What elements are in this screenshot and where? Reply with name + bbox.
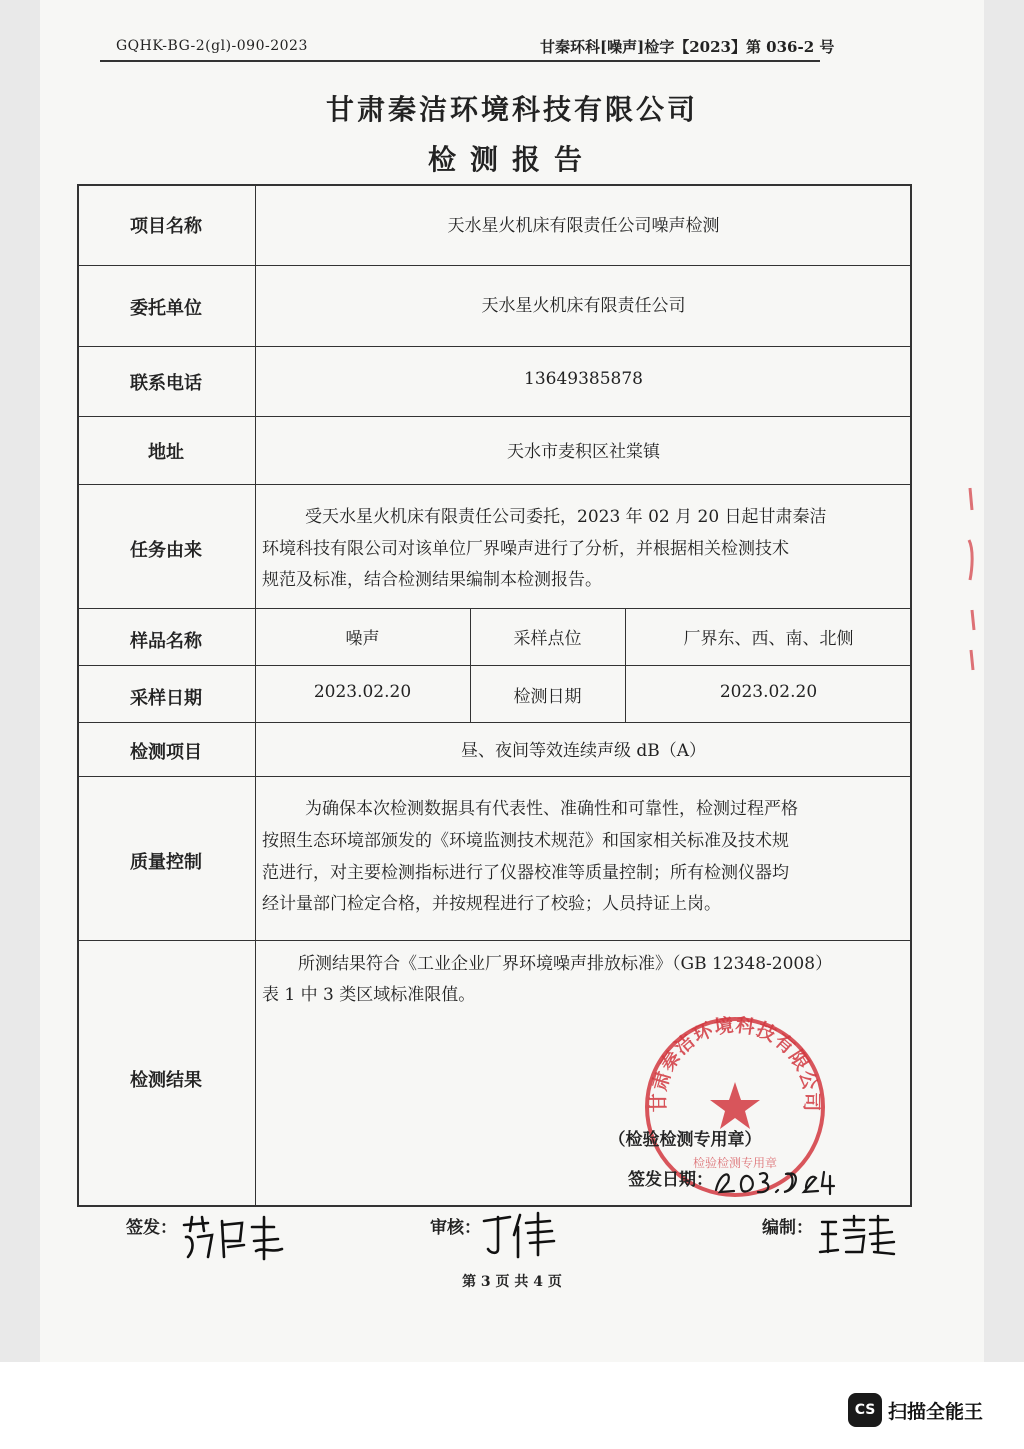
document-code: GQHK-BG-2(gl)-090-2023: [116, 38, 308, 54]
table-row-divider: [77, 484, 912, 485]
editor-signature: [818, 1212, 898, 1258]
task-origin-line: 环境科技有限公司对该单位厂界噪声进行了分析，并根据相关检测技术: [262, 539, 789, 559]
table-row-divider: [77, 346, 912, 347]
quality-control-line: 为确保本次检测数据具有代表性、准确性和可靠性，检测过程严格: [305, 799, 798, 819]
issuer-label: 签发：: [126, 1218, 177, 1238]
issue-date-handwriting: [712, 1160, 842, 1200]
test-result-line: 所测结果符合《工业企业厂界环境噪声排放标准》（GB 12348-2008）: [298, 954, 833, 974]
test-result-label: 检测结果: [130, 1070, 202, 1091]
client-label: 委托单位: [130, 298, 202, 319]
page-number: 第 3 页 共 4 页: [462, 1274, 562, 1290]
task-origin-label: 任务由来: [130, 540, 202, 561]
camscanner-icon: CS: [848, 1393, 882, 1427]
test-date-value: 2023.02.20: [719, 682, 818, 702]
task-origin-line: 受天水星火机床有限责任公司委托，2023 年 02 月 20 日起甘肃秦洁: [305, 507, 827, 527]
address-value: 天水市麦积区社棠镇: [507, 442, 660, 462]
task-origin-line: 规范及标准，结合检测结果编制本检测报告。: [262, 570, 602, 590]
quality-control-label: 质量控制: [130, 852, 202, 873]
seal-edge-marks: [966, 480, 980, 680]
table-row-divider: [77, 665, 912, 666]
seal-caption: （检验检测专用章）: [608, 1130, 762, 1150]
test-date-label: 检测日期: [513, 687, 582, 707]
sample-name-label: 样品名称: [130, 631, 202, 652]
quality-control-line: 范进行，对主要检测指标进行了仪器校准等质量控制；所有检测仪器均: [262, 863, 789, 883]
sampling-point-value: 厂界东、西、南、北侧: [683, 629, 854, 649]
scanner-watermark: [848, 1393, 983, 1427]
reviewer-signature: [480, 1205, 560, 1260]
editor-label: 编制：: [762, 1218, 813, 1238]
sampling-date-value: 2023.02.20: [313, 682, 412, 702]
address-label: 地址: [148, 442, 184, 463]
table-row-divider: [77, 940, 912, 941]
table-row-divider: [77, 265, 912, 266]
client-value: 天水星火机床有限责任公司: [481, 296, 686, 316]
reviewer-label: 审核：: [430, 1218, 481, 1238]
report-number: 甘秦环科[噪声]检字【2023】第 036-2 号: [540, 38, 835, 56]
svg-text:甘肃秦洁环境科技有限公司: 甘肃秦洁环境科技有限公司: [647, 1014, 823, 1113]
issuer-signature: [178, 1207, 288, 1267]
table-row-divider: [77, 722, 912, 723]
project-name-label: 项目名称: [130, 216, 202, 237]
sampling-point-label: 采样点位: [513, 629, 582, 649]
sample-name-value: 噪声: [345, 629, 380, 649]
phone-value: 13649385878: [524, 369, 643, 389]
table-row-divider: [77, 776, 912, 777]
issue-date-label: 签发日期：: [628, 1170, 713, 1190]
project-name-value: 天水星火机床有限责任公司噪声检测: [447, 216, 720, 236]
table-row-divider: [77, 608, 912, 609]
test-result-line: 表 1 中 3 类区域标准限值。: [262, 985, 476, 1005]
sampling-date-label: 采样日期: [130, 688, 202, 709]
svg-text:检验检测专用章: 检验检测专用章: [692, 1156, 778, 1170]
company-title: 甘肃秦洁环境科技有限公司: [325, 93, 698, 126]
table-row-divider: [77, 416, 912, 417]
quality-control-line: 经计量部门检定合格，并按规程进行了校验；人员持证上岗。: [262, 894, 721, 914]
phone-label: 联系电话: [130, 373, 202, 394]
header-rule: [100, 60, 820, 62]
test-item-value: 昼、夜间等效连续声级 dB（A）: [460, 741, 707, 761]
report-title: 检测报告: [427, 143, 596, 176]
test-item-label: 检测项目: [130, 742, 202, 763]
quality-control-line: 按照生态环境部颁发的《环境监测技术规范》和国家相关标准及技术规: [262, 831, 789, 851]
scanner-brand-text: 扫描全能王: [888, 1400, 984, 1423]
